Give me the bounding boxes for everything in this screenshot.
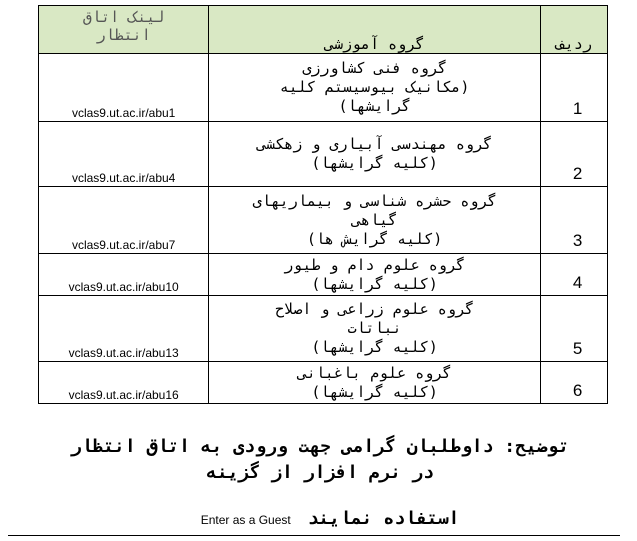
- row-group-line: گروه حشره شناسی و بیماریهای: [252, 191, 497, 210]
- row-group-line: گروه مهندسی آبیاری و زهکشی: [257, 135, 492, 153]
- row-link[interactable]: vclas9.ut.ac.ir/abu4: [39, 122, 209, 187]
- row-group-line: گروه علوم زراعی و اصلاح: [275, 300, 474, 318]
- row-index: 4: [540, 254, 607, 296]
- row-index: 5: [540, 296, 607, 362]
- groups-table: [38, 5, 608, 404]
- row-link[interactable]: vclas9.ut.ac.ir/abu1: [39, 54, 209, 122]
- header-index: ردیف: [540, 6, 607, 54]
- table-row: [39, 362, 608, 404]
- row-group-line: گروه علوم دام و طیور: [284, 255, 465, 274]
- header-group: گروه آموزشی: [209, 6, 541, 54]
- note-line3-latin: Enter as a Guest: [200, 513, 291, 527]
- row-index: 1: [540, 54, 607, 122]
- row-group-line: گروه فنی کشاورزی: [302, 59, 447, 77]
- bottom-rule: [8, 535, 620, 536]
- note-line3: [180, 508, 480, 529]
- row-group-line: (کلیه گرایشها): [311, 274, 438, 293]
- row-link[interactable]: vclas9.ut.ac.ir/abu13: [39, 296, 209, 362]
- row-index: 2: [540, 122, 607, 187]
- row-group: [209, 254, 541, 296]
- header-link-line1: لینک اتاق: [83, 8, 165, 26]
- note-line1: توضیح: داوطلبان گرامی جهت ورودی به اتاق انتظار: [70, 436, 570, 457]
- row-group: [209, 54, 541, 122]
- row-group-line: (کلیه گرایشها): [311, 382, 438, 401]
- row-link[interactable]: vclas9.ut.ac.ir/abu10: [39, 254, 209, 296]
- header-link: [39, 6, 209, 54]
- row-index: 6: [540, 362, 607, 404]
- row-group: [209, 362, 541, 404]
- row-group-line: (کلیه گرایشها): [311, 154, 438, 172]
- row-index: 3: [540, 187, 607, 254]
- note-line3-fa: استفاده نمایند: [307, 508, 460, 529]
- row-group: [209, 187, 541, 254]
- row-group: [209, 296, 541, 362]
- table-row: [39, 254, 608, 296]
- table-row: [39, 54, 608, 122]
- note-line2: در نرم افزار از گزینه: [206, 462, 434, 483]
- row-group-line: گروه علوم باغبانی: [297, 363, 452, 382]
- row-group-line: نباتات: [347, 319, 402, 337]
- row-link[interactable]: vclas9.ut.ac.ir/abu16: [39, 362, 209, 404]
- row-link[interactable]: vclas9.ut.ac.ir/abu7: [39, 187, 209, 254]
- table-row: [39, 187, 608, 254]
- row-group-line: (مکانیک بیوسیستم کلیه: [279, 78, 470, 96]
- header-link-line2: انتظار: [96, 26, 151, 44]
- note: [20, 434, 620, 486]
- row-group-line: گرایشها): [338, 97, 411, 115]
- row-group-line: (کلیه گرایشها): [311, 338, 438, 356]
- row-group-line: گیاهی: [352, 210, 398, 229]
- table-row: [39, 296, 608, 362]
- row-group-line: (کلیه گرایش ها): [306, 229, 443, 248]
- table-header-row: [39, 6, 608, 54]
- table-row: [39, 122, 608, 187]
- row-group: [209, 122, 541, 187]
